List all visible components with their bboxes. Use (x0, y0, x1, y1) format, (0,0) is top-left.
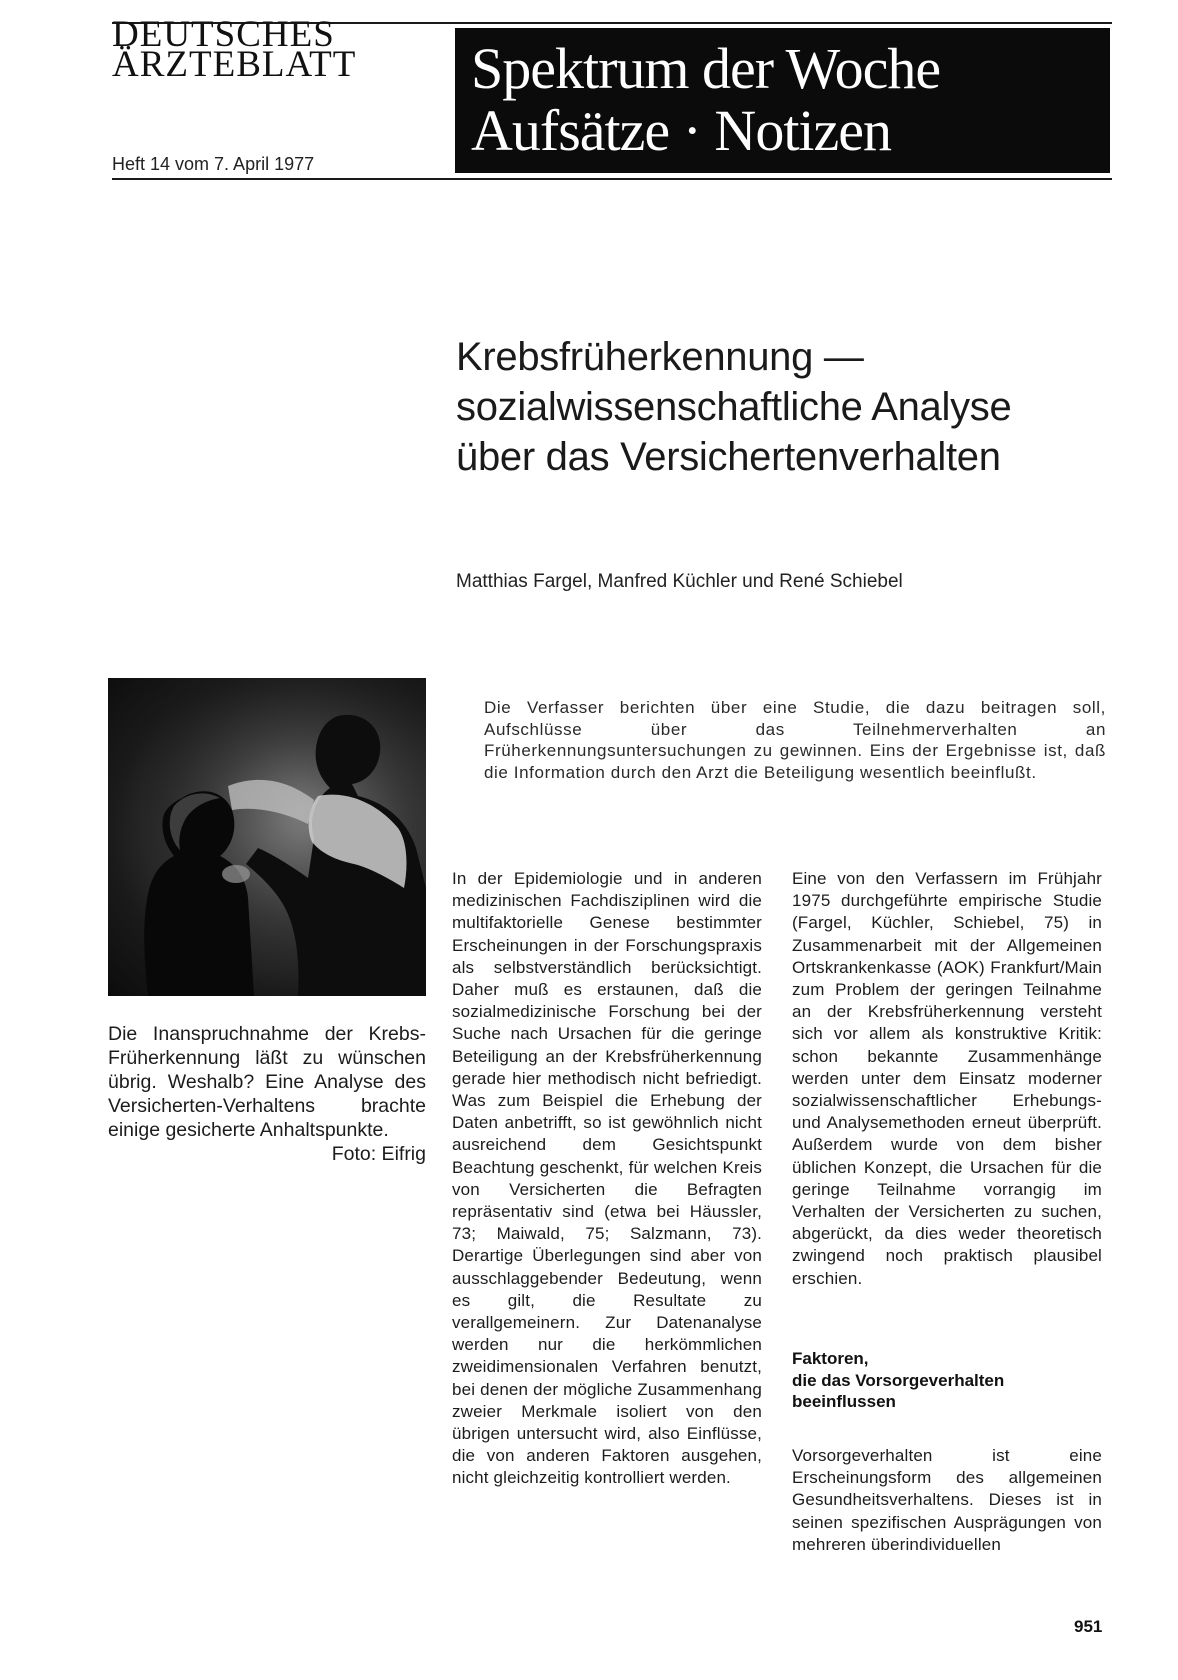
body-column-2-continued (792, 1445, 1102, 1556)
article-abstract: Die Verfasser berichten über eine Studie, die dazu beitragen soll, Aufschlüsse über das Teilnehmerverhalten an Früherkennungsuntersuchungen zu gewinnen. Eins der Ergebnisse ist, daß die Information durch den Arzt die Beteiligung wesentlich beeinflußt. (484, 698, 1106, 782)
issue-info: Heft 14 vom 7. April 1977 (112, 154, 315, 174)
logo-line-1: DEUTSCHES (112, 14, 335, 55)
article-title-line-2: sozialwissenschaftliche Analyse (456, 385, 1012, 429)
photo-credit: Foto: Eifrig (331, 1143, 426, 1165)
body-column-1 (452, 868, 762, 1490)
photo-caption-text: Die Inanspruchnahme der Krebs-Früherkennung läßt zu wünschen übrig. Weshalb? Eine Analyse des Versicherten-Verhaltens brachte einige gesicherte Anhaltspunkte. (108, 1023, 426, 1141)
body-paragraph: Eine von den Verfassern im Frühjahr 1975 durchgeführte empirische Studie (Fargel, Küchler, Schiebel, 75) in Zusammenarbeit mit der Allgemeinen Ortskrankenkasse (AOK) Frankfurt/Main zum Problem der geringen Teilnahme an der Krebsfrüherkennung versteht sich vor allem als konstruktive Kritik: schon bekannte Zusammenhänge werden unter dem Einsatz moderner sozialwissenschaftlicher Erhebungs- und Analysemethoden erneut überprüft. Außerdem wurde von dem bisher üblichen Konzept, die Ursachen für die geringe Teilnahme vorrangig im Verhalten der Versicherten zu suchen, abgerückt, da dies weder theoretisch zwingend noch praktisch plausibel erschien. (792, 869, 1102, 1288)
body-paragraph: In der Epidemiologie und in anderen medizinischen Fachdisziplinen wird die multifaktorielle Genese bestimmter Erscheinungen in der Forschungspraxis als selbstverständlich berücksichtigt. Daher muß es erstaunen, daß die sozialmedizinische Forschung bei der Suche nach Ursachen für die geringe Beteiligung an der Krebsfrüherkennung gerade hier methodisch nicht befriedigt. Was zum Beispiel die Erhebung der Daten anbetrifft, so ist gewöhnlich nicht ausreichend dem Gesichtspunkt Beachtung geschenkt, für welchen Kreis von Versicherten die Befragten repräsentativ sind (etwa bei Häussler, 73; Maiwald, 75; Salzmann, 73). Derartige Überlegungen sind aber von ausschlaggebender Bedeutung, wenn es gilt, die Resultate zu verallgemeinern. Zur Datenanalyse werden nur die herkömmlichen zweidimensionalen Verfahren benutzt, bei denen der mögliche Zusammenhang zweier Merkmale isoliert von den übrigen untersucht wird, also Einflüsse, die von anderen Faktoren ausgehen, nicht gleichzeitig kontrolliert werden. (452, 869, 762, 1488)
article-photo (108, 678, 426, 996)
publication-logo (112, 14, 432, 85)
article-title-line-1: Krebsfrüherkennung — (456, 335, 864, 379)
section-banner-line-1: Spektrum der Woche (471, 36, 941, 101)
subheading-line-2: die das Vorsorgeverhalten (792, 1370, 1005, 1390)
photo-caption (108, 1022, 426, 1166)
body-column-2 (792, 868, 1102, 1290)
article-title (456, 332, 1136, 482)
logo-line-2: ÄRZTEBLATT (112, 44, 357, 85)
article-title-line-3: über das Versichertenverhalten (456, 435, 1001, 479)
subheading-line-1: Faktoren, (792, 1349, 869, 1368)
subheading-line-3: beeinflussen (792, 1392, 896, 1411)
page-number: 951 (1074, 1617, 1103, 1636)
section-banner-line-2: Aufsätze · Notizen (471, 98, 892, 163)
masthead-bottom-rule (112, 178, 1112, 180)
section-subheading (792, 1348, 1102, 1413)
article-authors: Matthias Fargel, Manfred Küchler und René Schiebel (456, 571, 903, 592)
body-paragraph: Vorsorgeverhalten ist eine Erscheinungsform des allgemeinen Gesundheitsverhaltens. Dieses ist in seinen spezifischen Ausprägungen von mehreren überindividuellen (792, 1446, 1102, 1554)
section-banner (455, 28, 1110, 173)
